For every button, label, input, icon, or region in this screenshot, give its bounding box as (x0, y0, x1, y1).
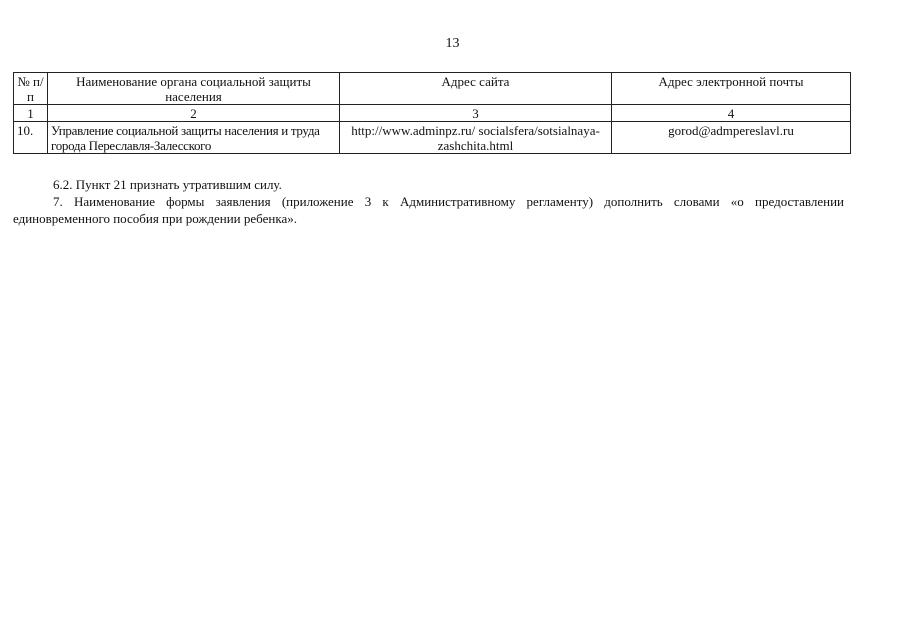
row-email-link[interactable]: gorod@admpereslavl.ru (612, 122, 851, 154)
column-number-4: 4 (612, 105, 851, 122)
header-organization: Наименование органа социальной защиты населения (48, 73, 340, 105)
header-email: Адрес электронной почты (612, 73, 851, 105)
header-website: Адрес сайта (340, 73, 612, 105)
table-numbering-row (14, 105, 851, 122)
paragraph-7: 7. Наименование формы заявления (приложение 3 к Административному регламенту) дополнить словами «о предоставлении единовременного пособия при рождении ребенка». (13, 194, 844, 226)
column-number-2: 2 (48, 105, 340, 122)
column-number-1: 1 (14, 105, 48, 122)
row-number: 10. (14, 122, 48, 154)
table-row (14, 122, 851, 154)
row-website-link[interactable]: http://www.adminpz.ru/ socialsfera/sotsialnaya-zashchita.html (340, 122, 612, 154)
table-header-row (14, 73, 851, 105)
header-number: № п/п (14, 73, 48, 105)
column-number-3: 3 (340, 105, 612, 122)
social-protection-table (13, 72, 851, 154)
row-organization: Управление социальной защиты населения и труда города Переславля-Залесского (48, 122, 340, 154)
paragraph-6-2: 6.2. Пункт 21 признать утратившим силу. (53, 177, 282, 192)
page-number: 13 (445, 36, 460, 51)
